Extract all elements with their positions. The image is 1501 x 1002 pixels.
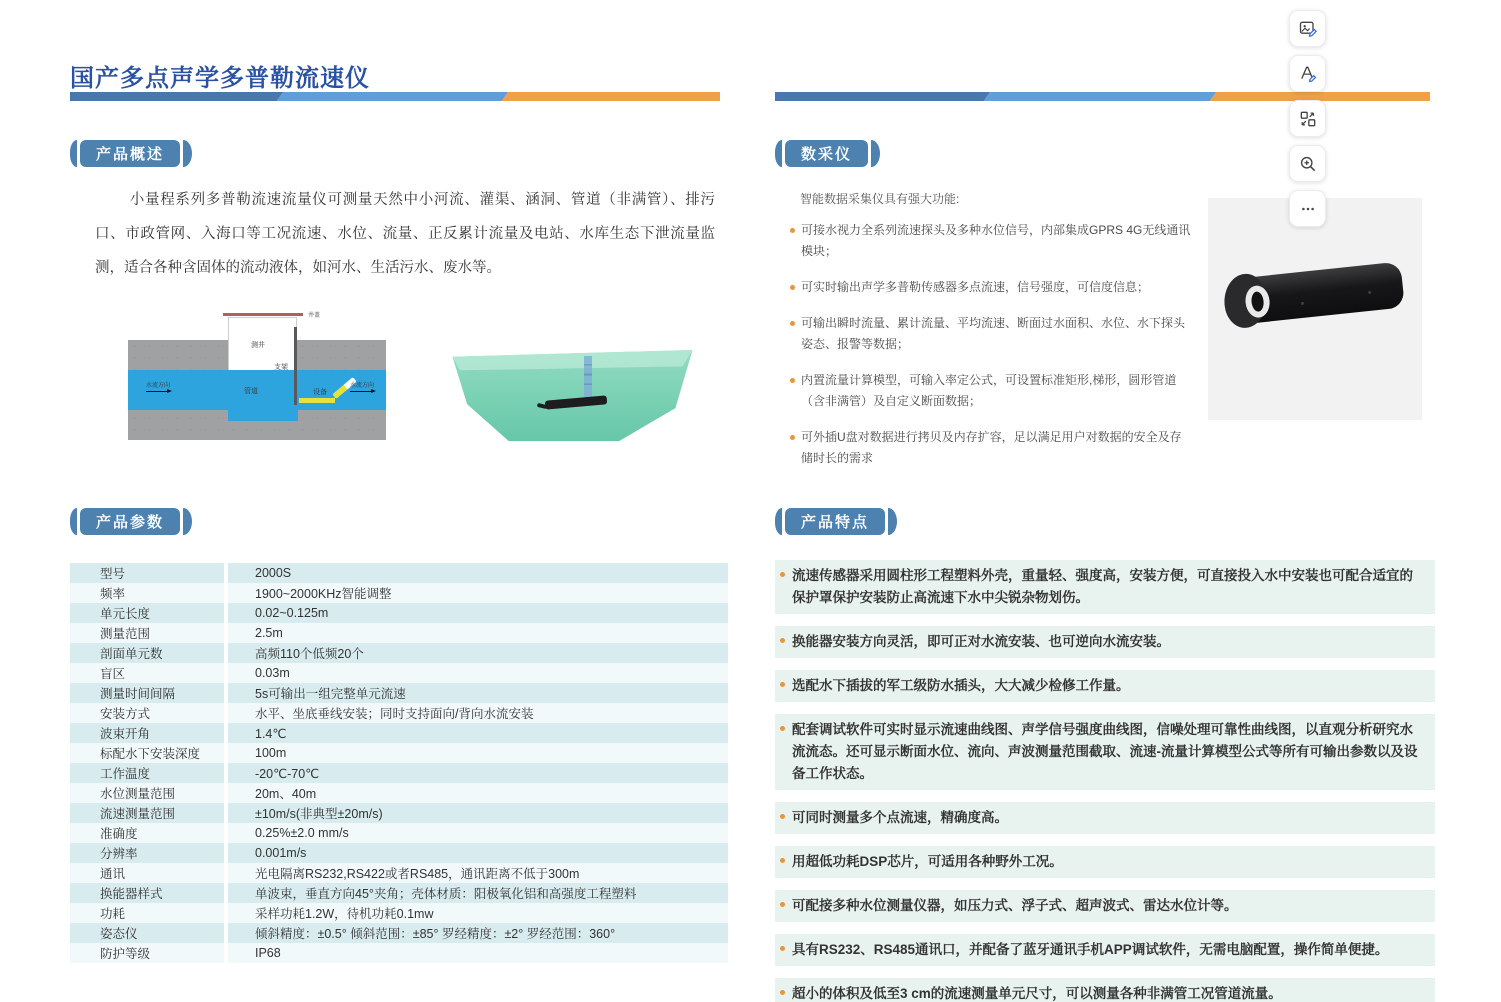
bar-segment-dark [70,92,283,101]
feature-item: 换能器安装方向灵活，即可正对水流安装、也可逆向水流安装。 [775,626,1435,658]
table-row [70,723,728,743]
table-row [70,783,728,803]
param-label: 安装方式 [70,703,224,723]
table-row [70,923,728,943]
param-label: 分辨率 [70,843,224,863]
table-row [70,843,728,863]
more-button[interactable] [1289,190,1326,227]
zoom-in-button[interactable] [1289,145,1326,182]
diagram-bracket-rod [294,327,297,405]
label-well: 测井 [251,342,265,349]
features-list [775,560,1435,1002]
installation-diagram [128,302,386,442]
param-value: IP68 [228,943,728,963]
param-label: 工作温度 [70,763,224,783]
param-value: 0.001m/s [228,843,728,863]
flow-arrow-right-icon [350,391,372,392]
param-label: 剖面单元数 [70,643,224,663]
param-value: 水平、坐底垂线安装；同时支持面向/背向水流安装 [228,703,728,723]
table-row [70,763,728,783]
param-label: 测量范围 [70,623,224,643]
page-title: 国产多点声学多普勒流速仪 [70,65,370,92]
bar-segment-orange [502,92,720,101]
param-value: 1.4℃ [228,723,728,743]
list-item: 可实时输出声学多普勒传感器多点流速，信号强度，可信度信息； [790,277,1192,298]
measurement-beam [584,356,592,400]
title-divider-bar-left [70,92,720,101]
sensor-cylinder-image [1236,262,1405,325]
badge-right-arc [183,140,192,167]
badge-right-arc [888,508,897,535]
feature-item: 流速传感器采用圆柱形工程塑料外壳，重量轻、强度高，安装方便，可直接投入水中安装也可配合适宜的保护罩保护安装防止高流速下水中尖锐杂物划伤。 [775,560,1435,614]
badge-label: 产品参数 [80,508,180,535]
list-item: 可外插U盘对数据进行拷贝及内存扩容，足以满足用户对数据的安全及存储时长的需求 [790,427,1192,469]
param-label: 姿态仪 [70,923,224,943]
param-label: 功耗 [70,903,224,923]
feature-item: 具有RS232、RS485通讯口，并配备了蓝牙通讯手机APP调试软件，无需电脑配置，操作简单便捷。 [775,934,1435,966]
param-label: 频率 [70,583,224,603]
screw-dot [1301,302,1304,305]
param-label: 单元长度 [70,603,224,623]
flow-direction-right [350,380,374,392]
param-value: 0.02~0.125m [228,603,728,623]
table-row [70,943,728,963]
param-label: 型号 [70,563,224,583]
table-row [70,663,728,683]
table-row [70,883,728,903]
param-value: 采样功耗1.2W，待机功耗0.1mw [228,903,728,923]
badge-left-arc [775,508,782,535]
table-row [70,643,728,663]
table-row [70,743,728,763]
label-pipe: 管道 [244,388,258,395]
list-item: 可接水视力全系列流速探头及多种水位信号，内部集成GPRS 4G无线通讯模块； [790,220,1192,262]
diagram-recess [228,407,298,421]
table-row [70,683,728,703]
param-label: 流速测量范围 [70,803,224,823]
product-photo [1208,198,1422,420]
table-row [70,823,728,843]
feature-item: 可配接多种水位测量仪器，如压力式、浮子式、超声波式、雷达水位计等。 [775,890,1435,922]
bar-segment-dark [775,92,990,101]
param-value: 2.5m [228,623,728,643]
diagram-well-cover [223,313,303,316]
badge-left-arc [775,140,782,167]
param-value: 高频110个低频20个 [228,643,728,663]
param-value: 单波束，垂直方向45°夹角；壳体材质：阳极氧化铝和高强度工程塑料 [228,883,728,903]
edit-text-icon [1298,64,1318,84]
badge-right-arc [871,140,880,167]
collector-intro: 智能数据采集仪具有强大功能: [800,192,960,206]
flow-direction-left [146,380,170,392]
section-badge-features [775,508,897,535]
parameters-table [70,563,728,963]
list-item: 可输出瞬时流量、累计流量、平均流速、断面过水面积、水位、水下探头姿态、报警等数据； [790,313,1192,355]
swap-button[interactable] [1289,100,1326,137]
section-badge-params [70,508,192,535]
param-value: 1900~2000KHz智能调整 [228,583,728,603]
param-label: 测量时间间隔 [70,683,224,703]
param-label: 换能器样式 [70,883,224,903]
param-value: -20℃-70℃ [228,763,728,783]
edit-text-button[interactable] [1289,55,1326,92]
param-value: ±10m/s(非典型±20m/s) [228,803,728,823]
badge-left-arc [70,508,77,535]
param-value: 0.25%±2.0 mm/s [228,823,728,843]
badge-label: 产品特点 [785,508,885,535]
label-flow-left: 水流方向 [146,383,171,389]
param-value: 光电隔离RS232,RS422或者RS485，通讯距离不低于300m [228,863,728,883]
section-badge-collector [775,140,880,167]
feature-item: 用超低功耗DSP芯片，可适用各种野外工况。 [775,846,1435,878]
param-value: 100m [228,743,728,763]
more-icon [1298,199,1318,219]
screw-dot [1368,291,1371,294]
channel-render-image [450,348,695,445]
param-label: 盲区 [70,663,224,683]
table-row [70,623,728,643]
table-row [70,603,728,623]
diagram-device-body [299,398,335,403]
param-value: 2000S [228,563,728,583]
param-value: 0.03m [228,663,728,683]
title-divider-bar-right [775,92,1430,101]
table-row [70,563,728,583]
feature-item: 配套调试软件可实时显示流速曲线图、声学信号强度曲线图，信噪处理可靠性曲线图，以直观分析研究水流流态。还可显示断面水位、流向、声波测量范围截取、流速-流量计算模型公式等所有可输出参数以及设备工作状态。 [775,714,1435,790]
param-value: 20m、40m [228,783,728,803]
feature-item: 选配水下插拔的军工级防水插头，大大减少检修工作量。 [775,670,1435,702]
param-label: 通讯 [70,863,224,883]
badge-label: 产品概述 [80,140,180,167]
bar-segment-light [984,92,1216,101]
section-badge-overview [70,140,192,167]
param-label: 防护等级 [70,943,224,963]
edit-image-icon [1298,19,1318,39]
param-label: 标配水下安装深度 [70,743,224,763]
badge-left-arc [70,140,77,167]
table-row [70,803,728,823]
list-item: 内置流量计算模型，可输入率定公式，可设置标准矩形,梯形，圆形管道（含非满管）及自定义断面数据； [790,370,1192,412]
table-row [70,903,728,923]
edit-image-button[interactable] [1289,10,1326,47]
feature-item: 可同时测量多个点流速，精确度高。 [775,802,1435,834]
label-well-cover: 井盖 [308,313,321,319]
badge-right-arc [183,508,192,535]
param-value: 倾斜精度：±0.5° 倾斜范围：±85° 罗经精度：±2° 罗经范围：360° [228,923,728,943]
param-value: 5s可输出一组完整单元流速 [228,683,728,703]
table-row [70,583,728,603]
swap-icon [1298,109,1318,129]
table-row [70,703,728,723]
feature-item: 超小的体积及低至3 cm的流速测量单元尺寸，可以测量各种非满管工况管道流量。 [775,978,1435,1002]
param-label: 波束开角 [70,723,224,743]
overview-paragraph: 小量程系列多普勒流速流量仪可测量天然中小河流、灌渠、涵洞、管道（非满管）、排污口、市政管网、入海口等工况流速、水位、流量、正反累计流量及电站、水库生态下泄流量监测，适合各种含固体的流动液体，如河水、生活污水、废水等。 [95,192,715,276]
collector-bullet-list [790,220,1192,484]
badge-label: 数采仪 [785,140,868,167]
zoom-in-icon [1298,154,1318,174]
param-label: 水位测量范围 [70,783,224,803]
label-device: 设备 [313,389,327,396]
param-label: 准确度 [70,823,224,843]
label-flow-right: 水流方向 [350,383,375,389]
label-bracket: 支架 [274,364,288,371]
flow-arrow-left-icon [146,391,168,392]
table-row [70,863,728,883]
bar-segment-light [277,92,508,101]
